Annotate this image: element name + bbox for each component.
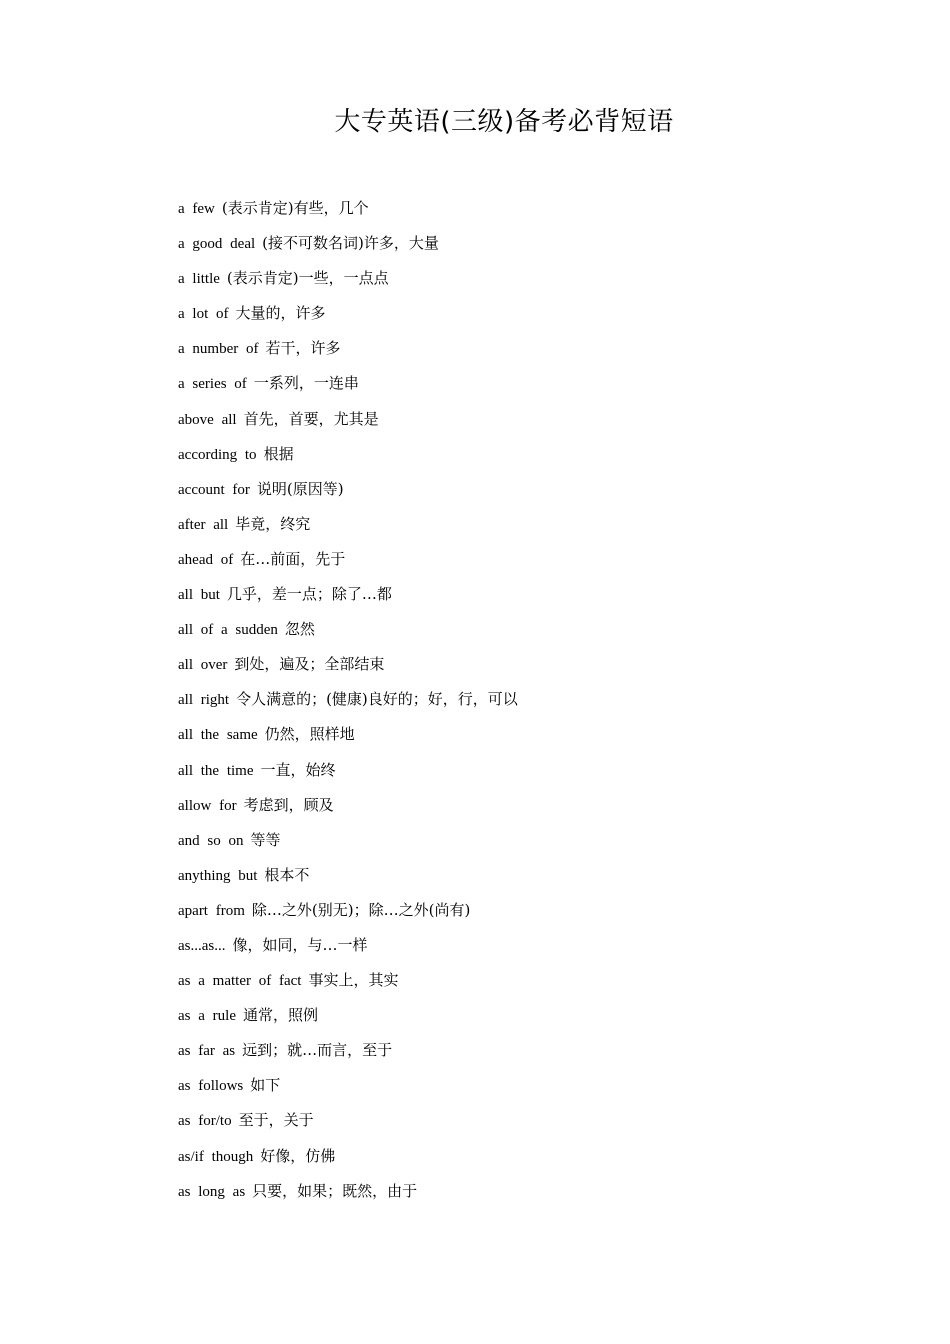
phrase-text: apart from [178, 902, 245, 919]
phrase-entry [178, 266, 878, 301]
phrase-text: as long as [178, 1183, 246, 1200]
phrase-meaning: 忽然 [284, 620, 315, 639]
phrase-entry [178, 1144, 878, 1179]
phrase-entry [178, 547, 878, 582]
phrase-entry [178, 407, 878, 442]
page-title: 大专英语(三级)备考必背短语 [334, 107, 674, 137]
phrase-text: account for [178, 481, 250, 498]
phrase-entry [178, 1108, 878, 1143]
phrase-meaning: 等等 [250, 830, 281, 849]
phrase-entry [178, 898, 878, 933]
phrase-entry [178, 231, 878, 266]
phrase-text: a little [178, 271, 220, 288]
phrase-meaning: 除…之外(别无)；除…之外(尚有) [251, 900, 471, 919]
phrase-meaning: 根本不 [264, 865, 310, 884]
phrase-text: as for/to [178, 1113, 232, 1130]
phrase-text: as a matter of fact [178, 973, 302, 990]
phrase-meaning: (表示肯定)有些，几个 [221, 199, 369, 217]
phrase-meaning: 令人满意的；(健康)良好的；好，行，可以 [236, 690, 518, 709]
phrase-meaning: 几乎，差一点；除了…都 [226, 585, 392, 604]
phrase-entry [178, 793, 878, 828]
phrase-entry [178, 933, 878, 968]
phrase-meaning: 通常，照例 [242, 1006, 318, 1025]
phrase-entry [178, 371, 878, 406]
phrase-meaning: (接不可数名词)许多，大量 [262, 234, 439, 253]
phrase-entry [178, 687, 878, 722]
phrase-entry [178, 863, 878, 898]
phrase-text: all the same [178, 727, 258, 744]
phrase-meaning: 若干，许多 [265, 339, 341, 358]
phrase-entry [178, 1038, 878, 1073]
phrase-text: after all [178, 516, 229, 533]
phrase-text: all over [178, 657, 228, 674]
phrase-list [178, 196, 878, 1214]
phrase-text: and so on [178, 832, 244, 849]
phrase-entry [178, 652, 878, 687]
phrase-text: a few [178, 201, 215, 217]
phrase-meaning: 首先，首要，尤其是 [243, 409, 379, 428]
phrase-entry [178, 582, 878, 617]
phrase-meaning: 如下 [250, 1076, 281, 1095]
phrase-meaning: 说明(原因等) [256, 479, 344, 498]
phrase-text: all the time [178, 762, 254, 779]
phrase-meaning: 像，如同，与…一样 [232, 935, 368, 954]
phrase-meaning: 好像，仿佛 [260, 1146, 336, 1165]
phrase-entry [178, 617, 878, 652]
phrase-text: a series of [178, 376, 247, 393]
phrase-entry [178, 968, 878, 1003]
phrase-meaning: 考虑到，顾及 [243, 795, 334, 814]
phrase-text: as far as [178, 1043, 236, 1060]
phrase-meaning: 到处，遍及；全部结束 [234, 655, 385, 674]
phrase-text: all of a sudden [178, 622, 278, 639]
phrase-meaning: 一直，始终 [260, 760, 336, 779]
phrase-entry [178, 442, 878, 477]
phrase-text: as...as... [178, 937, 226, 954]
phrase-entry [178, 336, 878, 371]
phrase-text: as/if though [178, 1148, 254, 1165]
phrase-entry [178, 196, 878, 231]
phrase-text: a lot of [178, 306, 229, 323]
phrase-text: all but [178, 587, 220, 604]
phrase-text: all right [178, 692, 230, 709]
phrase-meaning: 根据 [263, 444, 294, 463]
phrase-text: a good deal [178, 236, 256, 253]
phrase-meaning: 远到；就…而言，至于 [242, 1041, 393, 1060]
phrase-meaning: 在…前面，先于 [240, 549, 346, 568]
phrase-entry [178, 758, 878, 793]
phrase-text: as follows [178, 1078, 244, 1095]
phrase-meaning: 只要，如果；既然，由于 [252, 1181, 418, 1200]
phrase-entry [178, 477, 878, 512]
phrase-entry [178, 828, 878, 863]
phrase-meaning: 事实上，其实 [308, 971, 399, 990]
phrase-meaning: 大量的，许多 [235, 304, 326, 323]
phrase-meaning: 一系列，一连串 [253, 374, 359, 393]
phrase-entry [178, 1179, 878, 1214]
phrase-text: a number of [178, 341, 259, 358]
phrase-text: anything but [178, 867, 258, 884]
phrase-text: according to [178, 446, 257, 463]
phrase-entry [178, 301, 878, 336]
phrase-text: allow for [178, 797, 237, 814]
phrase-text: as a rule [178, 1008, 236, 1025]
phrase-entry [178, 1073, 878, 1108]
phrase-entry [178, 1003, 878, 1038]
phrase-meaning: 仍然，照样地 [264, 725, 355, 744]
phrase-text: above all [178, 411, 237, 428]
phrase-meaning: (表示肯定)一些，一点点 [226, 269, 389, 288]
phrase-text: ahead of [178, 551, 234, 568]
phrase-meaning: 至于，关于 [238, 1111, 314, 1130]
phrase-entry [178, 512, 878, 547]
phrase-entry [178, 722, 878, 757]
phrase-meaning: 毕竟，终究 [235, 514, 311, 533]
